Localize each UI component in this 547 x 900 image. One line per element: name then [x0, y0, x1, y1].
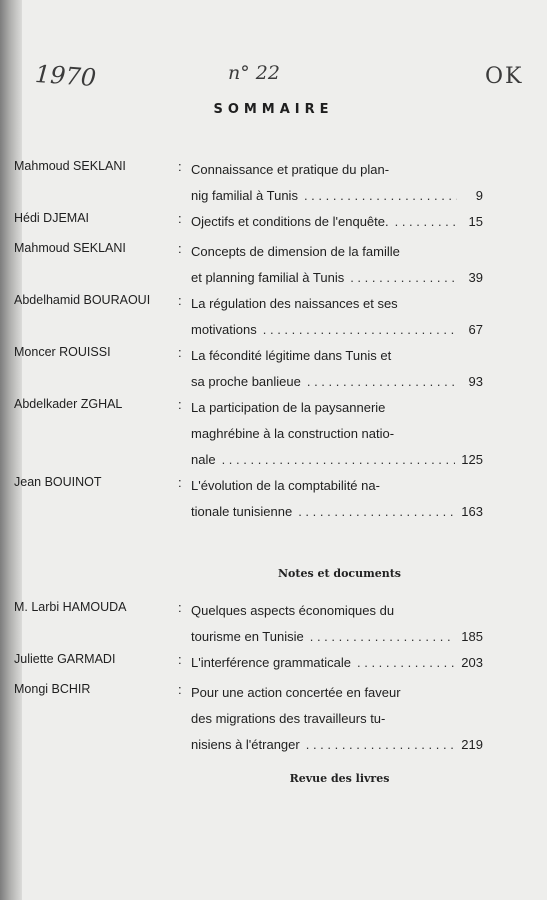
- toc-dot-leader: [298, 501, 455, 523]
- toc-title-text: L'évolution de la comptabilité na-: [191, 478, 380, 493]
- toc-page-number: 125: [461, 452, 483, 467]
- toc-title-text: Pour une action concertée en faveur: [191, 685, 401, 700]
- toc-title-line: [191, 501, 483, 527]
- toc-separator: :: [178, 159, 182, 174]
- toc-separator: :: [178, 345, 182, 360]
- toc-title-line: [191, 626, 483, 652]
- toc-title-line: [191, 652, 483, 678]
- toc-dot-leader: [304, 185, 457, 207]
- toc-title-text: des migrations des travailleurs tu-: [191, 711, 386, 726]
- handwritten-issue-number: n° 22: [228, 62, 280, 84]
- toc-title-block: [191, 397, 483, 475]
- toc-separator: :: [178, 211, 182, 226]
- toc-author: M. Larbi HAMOUDA: [14, 600, 127, 614]
- page-binding-shadow: [0, 0, 22, 900]
- toc-title-line: [191, 682, 483, 708]
- toc-title-text: La régulation des naissances et ses: [191, 296, 398, 311]
- toc-author: Mongi BCHIR: [14, 682, 91, 696]
- toc-title-text: nale: [191, 452, 216, 467]
- toc-title-text: La fécondité légitime dans Tunis et: [191, 348, 392, 363]
- toc-title-line: [191, 345, 483, 371]
- toc-title-text: nig familial à Tunis: [191, 188, 298, 203]
- toc-dot-leader: [357, 652, 455, 674]
- toc-author: Mahmoud SEKLANI: [14, 159, 126, 173]
- handwritten-ok-mark: OK: [485, 64, 524, 89]
- toc-title-line: [191, 423, 483, 449]
- toc-title-line: [191, 600, 483, 626]
- toc-title-line: [191, 211, 483, 237]
- toc-title-line: [191, 241, 483, 267]
- toc-title-line: [191, 293, 483, 319]
- toc-title-line: [191, 708, 483, 734]
- toc-title-text: nisiens à l'étranger: [191, 737, 300, 752]
- toc-title-text: tourisme en Tunisie: [191, 629, 304, 644]
- toc-title-block: [191, 345, 483, 397]
- toc-dot-leader: [263, 319, 457, 341]
- toc-separator: :: [178, 293, 182, 308]
- toc-separator: :: [178, 682, 182, 697]
- toc-author: Moncer ROUISSI: [14, 345, 111, 359]
- toc-title-line: [191, 185, 483, 211]
- toc-page-number: 203: [461, 655, 483, 670]
- page-title: SOMMAIRE: [213, 102, 334, 117]
- toc-title-block: [191, 682, 483, 760]
- toc-title-text: Quelques aspects économiques du: [191, 603, 395, 618]
- toc-title-block: [191, 159, 483, 211]
- toc-dot-leader: [350, 267, 457, 289]
- toc-title-block: [191, 475, 483, 527]
- toc-dot-leader: [310, 626, 456, 648]
- toc-title-block: [191, 652, 483, 678]
- toc-separator: :: [178, 241, 182, 256]
- toc-dot-leader: [307, 371, 457, 393]
- toc-title-line: [191, 159, 483, 185]
- toc-title-line: [191, 475, 483, 501]
- toc-title-text: et planning familial à Tunis: [191, 270, 345, 285]
- toc-title-line: [191, 267, 483, 293]
- toc-separator: :: [178, 475, 182, 490]
- toc-page-number: 15: [468, 214, 483, 229]
- toc-author: Hédi DJEMAI: [14, 211, 90, 225]
- handwritten-year: 1970: [34, 59, 97, 93]
- toc-title-line: [191, 449, 483, 475]
- toc-dot-leader: [222, 449, 456, 471]
- toc-dot-leader: [306, 734, 456, 756]
- toc-title-block: [191, 600, 483, 652]
- toc-page-number: 39: [468, 270, 483, 285]
- toc-title-line: [191, 319, 483, 345]
- toc-page-number: 67: [468, 322, 483, 337]
- toc-author: Jean BOUINOT: [14, 475, 102, 489]
- toc-title-block: [191, 293, 483, 345]
- toc-page-number: 163: [461, 504, 483, 519]
- toc-author: Mahmoud SEKLANI: [14, 241, 126, 255]
- toc-title-block: [191, 241, 483, 293]
- toc-title-text: motivations: [191, 322, 257, 337]
- toc-page-number: 9: [475, 188, 483, 203]
- toc-separator: :: [178, 652, 182, 667]
- toc-title-line: [191, 734, 483, 760]
- toc-separator: :: [178, 600, 182, 615]
- section-heading-notes: Notes et documents: [277, 567, 402, 580]
- toc-title-line: [191, 397, 483, 423]
- toc-author: Abdelhamid BOURAOUI: [14, 293, 151, 307]
- toc-separator: :: [178, 397, 182, 412]
- toc-page-number: 93: [468, 374, 483, 389]
- toc-title-text: La participation de la paysannerie: [191, 400, 386, 415]
- toc-title-block: [191, 211, 483, 237]
- section-heading-revue: Revue des livres: [289, 772, 390, 785]
- toc-title-text: Concepts de dimension de la famille: [191, 244, 400, 259]
- toc-title-text: sa proche banlieue: [191, 374, 301, 389]
- toc-page-number: 185: [461, 629, 483, 644]
- toc-dot-leader: [395, 211, 457, 233]
- toc-title-text: Ojectifs et conditions de l'enquête.: [191, 214, 389, 229]
- toc-author: Abdelkader ZGHAL: [14, 397, 123, 411]
- toc-author: Juliette GARMADI: [14, 652, 116, 666]
- toc-title-text: tionale tunisienne: [191, 504, 293, 519]
- toc-title-line: [191, 371, 483, 397]
- toc-title-text: L'interférence grammaticale: [191, 655, 351, 670]
- toc-page-number: 219: [461, 737, 483, 752]
- toc-title-text: maghrébine à la construction natio-: [191, 426, 395, 441]
- toc-title-text: Connaissance et pratique du plan-: [191, 162, 390, 177]
